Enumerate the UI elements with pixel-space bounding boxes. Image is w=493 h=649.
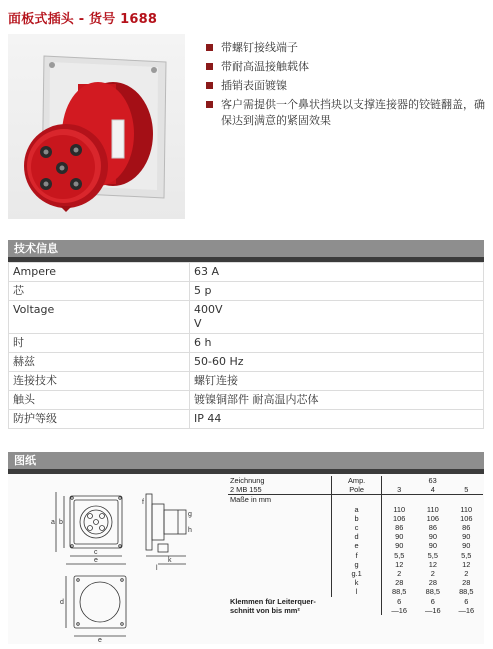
dim-table-label: schnitt von bis mm² (230, 605, 300, 615)
dim-table-key: d (331, 532, 381, 541)
dim-table-cell: 3 (382, 485, 416, 495)
dim-label: e (98, 637, 102, 644)
spec-value: 63 A (190, 263, 484, 282)
dim-table-cell: 6 (382, 597, 416, 606)
dim-table-cell: 86 (428, 523, 437, 533)
table-row (228, 569, 483, 578)
dim-table-cell: 88,5 (425, 587, 441, 597)
dim-table-cell: 2 (430, 569, 435, 579)
feature-item (206, 97, 488, 129)
dim-table-cell: 88,5 (382, 587, 416, 596)
spec-value: IP 44 (190, 410, 484, 429)
dim-table-cell: 106 (460, 513, 473, 523)
table-row (228, 597, 483, 606)
dim-label: k (168, 557, 172, 564)
dim-table-cell: 110 (382, 505, 416, 514)
feature-list (206, 40, 488, 132)
dim-table-cell: 90 (462, 541, 471, 551)
table-row (9, 372, 484, 391)
dim-table-label: Maße in mm (230, 495, 272, 505)
dim-table-cell: 110 (426, 504, 439, 514)
dim-table-cell: 90 (382, 532, 416, 541)
dim-label: d (60, 599, 64, 606)
spec-key: 时 (9, 334, 190, 353)
spec-key: Voltage (9, 301, 190, 334)
bullet-square-icon (206, 63, 213, 70)
table-row (9, 301, 484, 334)
spec-key: 芯 (9, 282, 190, 301)
dim-table-cell: 86 (382, 523, 416, 532)
feature-item (206, 40, 488, 56)
dim-table-cell: 6 (430, 596, 435, 606)
dim-table-key: c (331, 523, 381, 532)
dim-table-cell: 2 (464, 569, 469, 579)
table-row (228, 532, 483, 541)
spec-key: 赫兹 (9, 353, 190, 372)
dim-table-cell: 106 (426, 513, 439, 523)
table-row (228, 523, 483, 532)
spec-key: 防护等级 (9, 410, 190, 429)
spec-value: 螺钉连接 (190, 372, 484, 391)
dim-table-cell: 5,5 (427, 550, 438, 560)
dim-label: c (94, 549, 98, 556)
dim-table-header: Amp. (331, 476, 381, 485)
dim-table-cell: 12 (462, 559, 471, 569)
dim-table-cell: 6 (464, 596, 469, 606)
dim-table-header: Pole (331, 485, 381, 495)
table-row (228, 485, 483, 495)
table-row (228, 606, 483, 615)
technical-drawing (8, 474, 484, 644)
dim-table-header: 63 (382, 476, 483, 485)
dim-table-key: e (331, 541, 381, 550)
table-row (9, 410, 484, 429)
table-row (228, 541, 483, 550)
spec-value: 400V V (190, 301, 484, 334)
table-row (228, 578, 483, 587)
table-row (9, 353, 484, 372)
dim-label: g (188, 511, 192, 518)
table-row (228, 505, 483, 514)
spec-value: 50-60 Hz (190, 353, 484, 372)
dim-table-cell: 12 (428, 559, 437, 569)
spec-key: Ampere (9, 263, 190, 282)
dim-label: a (51, 519, 55, 526)
dim-table-header: 2 MB 155 (228, 485, 331, 495)
bullet-square-icon (206, 44, 213, 51)
dim-table-cell: 5,5 (461, 550, 472, 560)
bullet-square-icon (206, 82, 213, 89)
specs-heading: 技术信息 (8, 240, 484, 257)
dimension-table (228, 476, 483, 615)
dim-label: f (142, 499, 144, 506)
dim-table-cell: 106 (382, 514, 416, 523)
dim-table-label: Klemmen für Leiterquer- (230, 596, 316, 606)
dim-table-key: f (331, 551, 381, 560)
dim-table-cell: —16 (382, 606, 416, 615)
page-title: 面板式插头 - 货号 1688 (8, 12, 158, 27)
drawing-heading: 图纸 (8, 452, 484, 469)
table-row (9, 263, 484, 282)
feature-text: 插销表面镀镍 (221, 79, 287, 92)
table-row (228, 587, 483, 596)
dim-label: e (94, 557, 98, 564)
feature-item (206, 59, 488, 75)
dim-table-cell: 88,5 (459, 587, 474, 597)
table-row (228, 560, 483, 569)
dim-label: h (188, 527, 192, 534)
dim-table-cell: 86 (462, 523, 471, 533)
spec-value: 6 h (190, 334, 484, 353)
dim-table-key: g.1 (331, 569, 381, 578)
specs-table (8, 262, 484, 429)
dim-table-cell: 90 (428, 541, 437, 551)
table-row (9, 391, 484, 410)
spec-value: 镀镍铜部件 耐高温内芯体 (190, 391, 484, 410)
table-row (228, 514, 483, 523)
dim-table-cell: 5,5 (382, 551, 416, 560)
dim-table-cell: 28 (428, 578, 437, 588)
dimension-sketch (8, 474, 223, 644)
table-row (228, 551, 483, 560)
dim-table-header: Zeichnung (230, 476, 265, 485)
product-photo (8, 34, 185, 219)
dim-table-cell: 110 (460, 504, 473, 514)
dim-table-cell: 28 (462, 578, 471, 588)
dim-table-cell: 90 (428, 532, 437, 542)
table-row (9, 334, 484, 353)
dim-table-key: b (331, 514, 381, 523)
feature-text: 带耐高温接触载体 (221, 60, 309, 73)
dim-label: b (59, 519, 63, 526)
dim-table-cell: 90 (382, 541, 416, 550)
dim-table-cell: 90 (462, 532, 471, 542)
plug-illustration (8, 34, 185, 219)
feature-item (206, 78, 488, 94)
dim-label: l (156, 565, 158, 572)
dim-table-key: k (331, 578, 381, 587)
feature-text: 带螺钉接线端子 (221, 41, 298, 54)
dim-table-cell: —16 (458, 605, 475, 615)
dim-table-key: g (331, 560, 381, 569)
dim-table-key: a (331, 505, 381, 514)
bullet-square-icon (206, 101, 213, 108)
dim-table-key: l (331, 587, 381, 596)
dim-table-cell: 28 (382, 578, 416, 587)
spec-key: 连接技术 (9, 372, 190, 391)
dim-table-cell: 5 (450, 485, 483, 495)
spec-key: 触头 (9, 391, 190, 410)
feature-text: 客户需提供一个鼻状挡块以支撑连接器的铰链翻盖，确保达到满意的紧固效果 (221, 98, 485, 127)
table-row (9, 282, 484, 301)
table-row (228, 495, 483, 505)
spec-value: 5 p (190, 282, 484, 301)
dim-table-cell: —16 (425, 605, 441, 615)
dim-table-cell: 4 (416, 485, 449, 495)
table-row (228, 476, 483, 485)
dim-table-cell: 2 (382, 569, 416, 578)
dim-table-cell: 12 (382, 560, 416, 569)
